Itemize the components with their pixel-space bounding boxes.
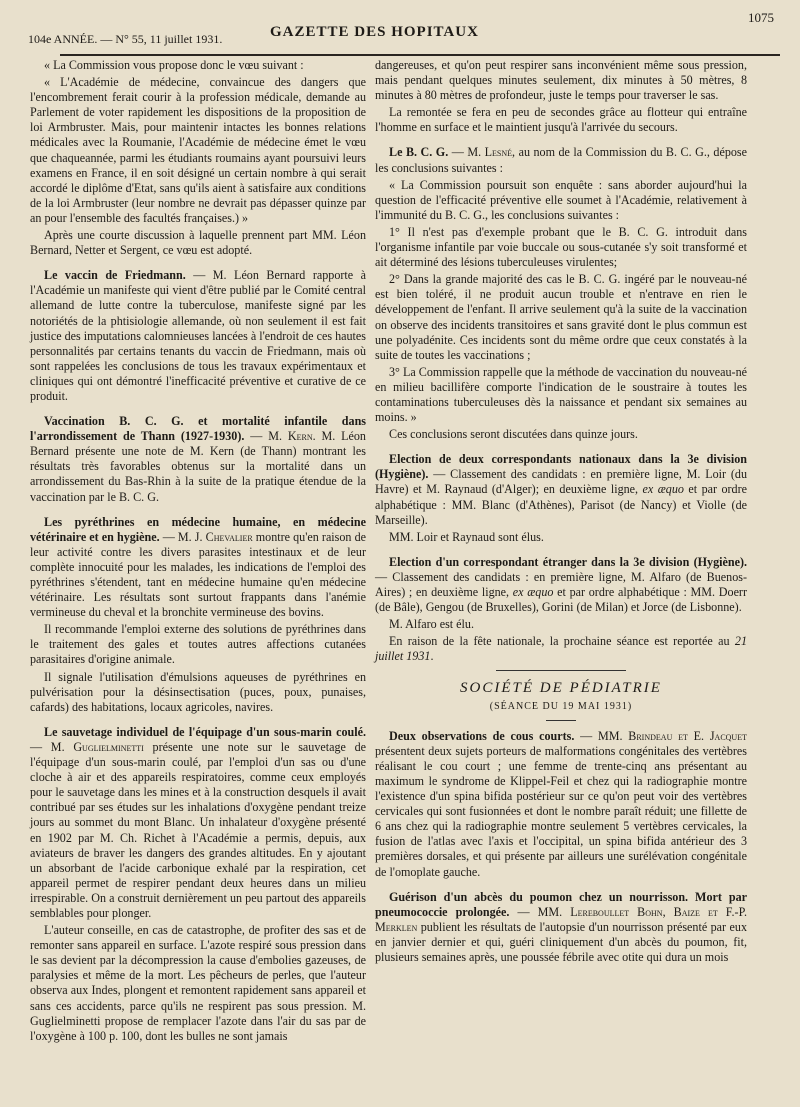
text: En raison de la fête nationale, la prochaine séance est reportée au <box>389 634 735 649</box>
page-number: 1075 <box>748 10 774 25</box>
latin-phrase: ex æquo <box>512 585 554 599</box>
article-title: Election de deux correspondants nationaux dans la 3e division (Hygiène). <box>375 452 747 482</box>
article-body: publient les résultats de l'autopsie d'un nourrisson présenté par eux en janvier dernier et qui, guéri cliniquement d'un abcès du poumon, fit, plusieurs semaines après, une poussée fébrile avec otite qui dura un mois <box>375 919 747 964</box>
paragraph: « L'Académie de médecine, convaincue des dangers que l'encombrement ferait courir à la profession médicale, demande au Parlement de voter rapidement les dispositions de la proposition de loi Armbruster. Mais, pour maintenir intactes les bonnes relations médicales avec la Roumanie, l'Académie de médecine émet le vœu que chaqueannée, parmi les étudiants roumains ayant poursuivi leurs examens en France, il en soit désigné un certain nombre à qui serait accordé le diplôme d'Etat, sans qu'ils aient à satisfaire aux conditions de la loi Armbruster (leur nombre ne devrait pas dépasser quinze par an pour l'ensemble des facultés françaises.) » <box>30 75 366 225</box>
article-title: Le sauvetage individuel de l'équipage d'un sous-marin coulé. <box>44 724 366 739</box>
article-pyrethrines <box>30 515 366 621</box>
section-title: SOCIÉTÉ DE PÉDIATRIE <box>460 680 662 697</box>
article-election-2 <box>375 555 747 615</box>
article-cous-courts <box>375 729 747 880</box>
paragraph: « La Commission poursuit son enquête : sans aborder aujourd'hui la question de l'efficacité préventive elle soumet à l'Académie, relativement à l'immunité du B. C. G., les conclusions suivantes : <box>375 177 747 222</box>
paragraph: 1° Il n'est pas d'exemple probant que le B. C. G. introduit dans l'organisme infantile par voie buccale ou sous-cutanée s'y soit transformé et ait déterminé des lésions tuberculeuses virulentes; <box>375 224 747 270</box>
header-rule <box>60 54 780 56</box>
author-name: Lesné <box>484 145 513 160</box>
article-body: — Classement des candidats : en première ligne, M. Alfaro (de Buenos-Aires) ; en deuxième ligne, <box>375 569 747 599</box>
paragraph: La remontée se fera en peu de secondes grâce au flotteur qui entraîne l'homme en surface et le maintient jusqu'à l'arrivée du secours. <box>375 105 747 135</box>
section-date: (SÉANCE DU 19 MAI 1931) <box>489 700 633 712</box>
right-column <box>375 58 747 967</box>
article-title: Le B. C. G. <box>389 145 449 160</box>
article-body: présente une note sur le sauvetage de l'équipage d'un sous-marin coulé, par l'emploi d'un sas ou d'une cloche à air et des appareils respiratoires, comme ceux employés pour le sauvetage dans les mines et à la construction desquels il avait contribué par ses études sur les inhalations d'oxygène pendant treize jours au sommet du mont Blanc. Un inhalateur d'oxygène présenté en 1902 par M. Ch. Richet à l'Académie a permis, depuis, aux aviateurs de braver les dangers des grandes altitudes. En y ajoutant un absorbant de l'acide carbonique exhalé par la respiration, cet appareil permet de respirer pendant deux heures dans un milieu irrespirable. On a construit dernièrement un peu partout des appareils semblables pour plonger. <box>30 739 367 920</box>
dash: — M. J. <box>159 529 206 544</box>
page-header <box>20 10 780 46</box>
article-thann <box>30 414 366 505</box>
article-body: — Classement des candidats : en première ligne, M. Loir (du Havre) et M. Raynaud (d'Alger); en deuxième ligne, <box>375 467 747 497</box>
paragraph: Il signale l'utilisation d'émulsions aqueuses de pyréthrines en pulvérisation pour la désinsectisation (puces, poux, punaises, cafards) des habitations, locaux agricoles, navires. <box>30 669 366 714</box>
paragraph: Il recommande l'emploi externe des solutions de pyréthrines dans le traitement des gales et toutes autres affections cutanées parasitaires d'origine animale. <box>30 622 366 667</box>
article-abces <box>375 890 747 965</box>
article-title: Election d'un correspondant étranger dans la 3e division (Hygiène). <box>389 554 747 569</box>
dash: — M. <box>30 739 74 754</box>
paragraph: dangereuses, et qu'on peut respirer sans inconvénient même sous pression, mais pendant quelques minutes seulement, dix minutes à 50 mètres, 8 minutes à 80 mètres de profondeur, juste le temps pour traverser le sas. <box>375 58 747 103</box>
article-body: — M. Léon Bernard rapporte à l'Académie un manifeste qui vient d'être publié par le Comité central allemand de lutte contre la tuberculose, manifeste signé par les notoriétés de la phtisiologie allemande, où non seulement il est fait justice des imputations calomnieuses lancées à l'endroit de ces hautes personnalités par certains tenants du vaccin de Friedmann, mais où sont rappelées les conclusions de tous les travaux expérimentaux et cliniques qui ont démontré l'inefficacité préventive et curative de ce produit. <box>30 268 366 403</box>
author-name: Lereboullet Bohn, Baize et F.-P. Merklen <box>375 904 747 934</box>
article-election-1 <box>375 452 747 527</box>
left-column <box>30 58 366 1046</box>
article-body: . M. Léon Bernard présente une note de M. Kern (de Thann) montrant les résultats très favorables obtenus sur la mortalité dans un arrondissement du Bas-Rhin à la suite de la pratique étendue de la vaccination par le B. C. G. <box>30 429 366 504</box>
article-title: Vaccination B. C. G. et mortalité infantile dans l'arrondissement de Thann (1927-1930). <box>30 414 366 444</box>
section-short-rule <box>546 720 576 721</box>
text: . <box>430 649 434 664</box>
article-title: Les pyréthrines en médecine humaine, en médecine vétérinaire et en hygiène. <box>30 514 366 544</box>
article-title: Deux observations de cous courts. <box>389 728 575 743</box>
paragraph: MM. Loir et Raynaud sont élus. <box>389 529 544 544</box>
article-sauvetage <box>30 725 366 921</box>
article-body: , au nom de la Commission du B. C. G., dépose les conclusions suivantes : <box>375 145 747 175</box>
paragraph: M. Alfaro est élu. <box>389 617 474 632</box>
author-name: Kern <box>287 429 313 444</box>
paragraph: « La Commission vous propose donc le vœu suivant : <box>44 58 304 72</box>
article-title: Le vaccin de Friedmann. <box>44 268 186 283</box>
date: 21 juillet 1931 <box>375 634 747 664</box>
article-bcg <box>375 145 747 175</box>
paragraph: Ces conclusions seront discutées dans quinze jours. <box>389 427 638 442</box>
paragraph: 3° La Commission rappelle que la méthode de vaccination du nouveau-né en milieu bacillifère comporte l'indication de le soustraire à toutes les contaminations tuberculeuses dès la naissance et pendant six semaines au moins. » <box>375 364 747 425</box>
dash: — MM. <box>509 904 571 919</box>
paragraph-fete <box>375 634 747 664</box>
author-name: Brindeau et E. Jacquet <box>628 728 747 743</box>
article-body: et par ordre alphabétique : MM. Doerr (de Bâle), Gengou (de Bruxelles), Gorini (de Milan) et Jorce (de Lisbonne). <box>375 585 747 615</box>
article-title: Guérison d'un abcès du poumon chez un nourrisson. Mort par pneumococcie prolongée. <box>375 889 747 919</box>
section-rule <box>496 670 626 671</box>
paragraph: L'auteur conseille, en cas de catastrophe, de profiter des sas et de remonter sans appareil en surface. L'azote respiré sous pression dans le sas devient par la décompression la cause d'embolies gazeuses, de paralysies et même de la mort. Les pêcheurs de perles, que l'auteur observa aux Indes, plongent et remontent rapidement sans appareil et sans ces accidents, parce qu'ils ne respirent pas sous pression. M. Guglielminetti propose de remplacer l'azote dans l'air du sas par de l'oxygène à 100 p. 100, dont les bulles ne sont jamais <box>30 923 366 1043</box>
dash: — M. <box>448 145 485 160</box>
journal-title: GAZETTE DES HOPITAUX <box>270 24 479 40</box>
dash: — MM. <box>574 728 629 743</box>
paragraph: 2° Dans la grande majorité des cas le B. C. G. ingéré par le nouveau-né est bien toléré, il ne produit aucun trouble et n'entrave en rien le développement de l'enfant. Il arrive seulement qu'à la suite de la vaccination on observe des incidents transitoires et sans gravité dont le plus commun est une polyadénite. Ces incidents sont du même ordre que ceux constatés à la suite de toutes les vaccinations ; <box>375 272 747 362</box>
latin-phrase: ex æquo <box>642 482 684 497</box>
article-body: et par ordre alphabétique : MM. Blanc (d'Athènes), Parisot (de Nancy) et Violle (de Marseille). <box>375 482 747 527</box>
author-name: Guglielminetti <box>73 739 144 754</box>
issue-line: 104e ANNÉE. — N° 55, 11 juillet 1931. <box>28 32 223 46</box>
article-body: montre qu'en raison de leur activité contre les divers parasites intestinaux et de leur complète innocuité pour les malades, les indications de l'emploi des pyréthrines s'étendent, tant en médecine humaine qu'en médecine vétérinaire. Les résultats sont surtout frappants dans l'anémie vermineuse du cheval et la bronchite vermineuse des bovins. <box>30 529 366 620</box>
article-friedmann <box>30 268 366 404</box>
author-name: Chevalier <box>205 529 253 544</box>
dash: — M. <box>244 429 288 444</box>
paragraph: Après une courte discussion à laquelle prennent part MM. Léon Bernard, Netter et Sergent, ce vœu est adopté. <box>30 228 366 258</box>
article-body: présentent deux sujets porteurs de malformations congénitales des vertèbres réalisant le cou court ; une femme de trente-cinq ans présentant au maximum le syndrome de Klippel-Feil et chez qui la radiographie montre l'existence d'un spina bifida postérieur sur ce qu'on peut voir des vertèbres cervicales qui sont fusionnées et dont le nombre paraît réduit; une fillette de 6 ans chez qui la radiographie montre seulement 5 vertèbres cervicales, la fusion de l'atlas avec l'axis et l'occipital, un spina bifida antérieur des 3 premières dorsales, et qui présente par ailleurs une surélévation congénitale de l'omoplate gauche. <box>375 743 747 879</box>
